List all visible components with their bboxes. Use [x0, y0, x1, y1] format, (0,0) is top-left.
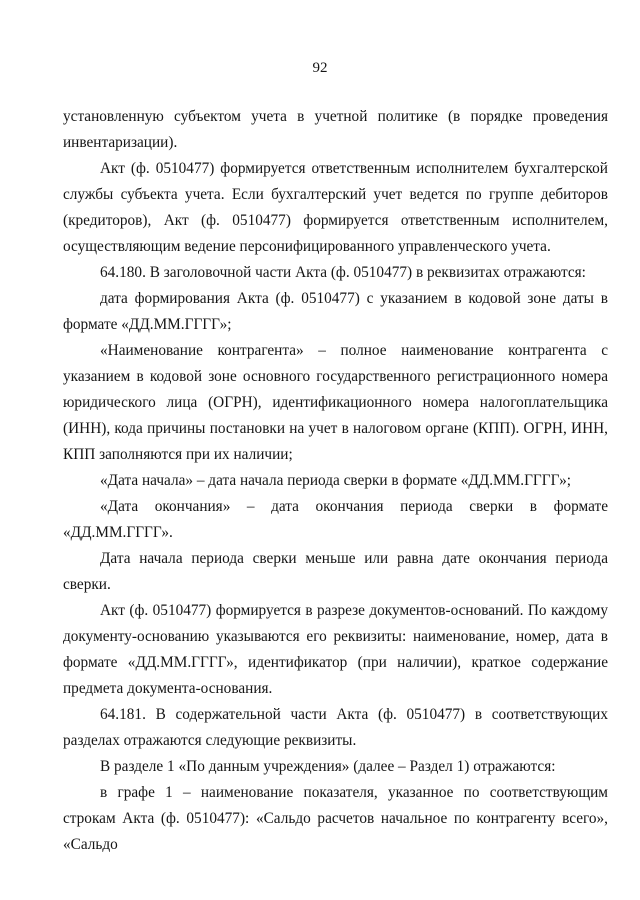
document-body [63, 104, 608, 858]
paragraph-period-rule: Дата начала периода сверки меньше или равна дате окончания периода сверки. [63, 550, 608, 593]
paragraph-continuation: установленную субъектом учета в учетной политике (в порядке проведения инвентаризации). [63, 108, 608, 151]
paragraph-64-180-heading: 64.180. В заголовочной части Акта (ф. 0510477) в реквизитах отражаются: [100, 264, 586, 281]
page-number: 92 [312, 60, 328, 76]
paragraph-act-responsible: Акт (ф. 0510477) формируется ответственным исполнителем бухгалтерской службы субъекта учета. Если бухгалтерский учет ведется по группе дебиторов (кредиторов), Акт (ф. 0510477) формируется ответственным исполнителем, осуществляющим ведение персонифицированного управленческого учета. [63, 160, 608, 255]
paragraph-end-date: «Дата окончания» – дата окончания периода сверки в формате «ДД.ММ.ГГГГ». [63, 498, 608, 541]
paragraph-start-date: «Дата начала» – дата начала периода сверки в формате «ДД.ММ.ГГГГ»; [100, 472, 571, 489]
paragraph-counterparty-name: «Наименование контрагента» – полное наименование контрагента с указанием в кодовой зоне основного государственного регистрационного номера юридического лица (ОГРН), идентификационного номера налогоплательщика (ИНН), кода причины постановки на учет в налоговом органе (КПП). ОГРН, ИНН, КПП заполняются при их наличии; [63, 342, 608, 463]
paragraph-formation-date: дата формирования Акта (ф. 0510477) с указанием в кодовой зоне даты в формате «ДД.ММ.ГГГГ»; [63, 290, 608, 333]
paragraph-column-1: в графе 1 – наименование показателя, указанное по соответствующим строкам Акта (ф. 0510477): «Сальдо расчетов начальное по контрагенту всего», «Сальдо [63, 784, 608, 853]
paragraph-basis-documents: Акт (ф. 0510477) формируется в разрезе документов-оснований. По каждому документу-основанию указываются его реквизиты: наименование, номер, дата в формате «ДД.ММ.ГГГГ», идентификатор (при наличии), краткое содержание предмета документа-основания. [63, 602, 608, 697]
paragraph-64-181-heading: 64.181. В содержательной части Акта (ф. 0510477) в соответствующих разделах отражаются следующие реквизиты. [63, 706, 608, 749]
paragraph-section-1: В разделе 1 «По данным учреждения» (далее – Раздел 1) отражаются: [100, 758, 556, 775]
